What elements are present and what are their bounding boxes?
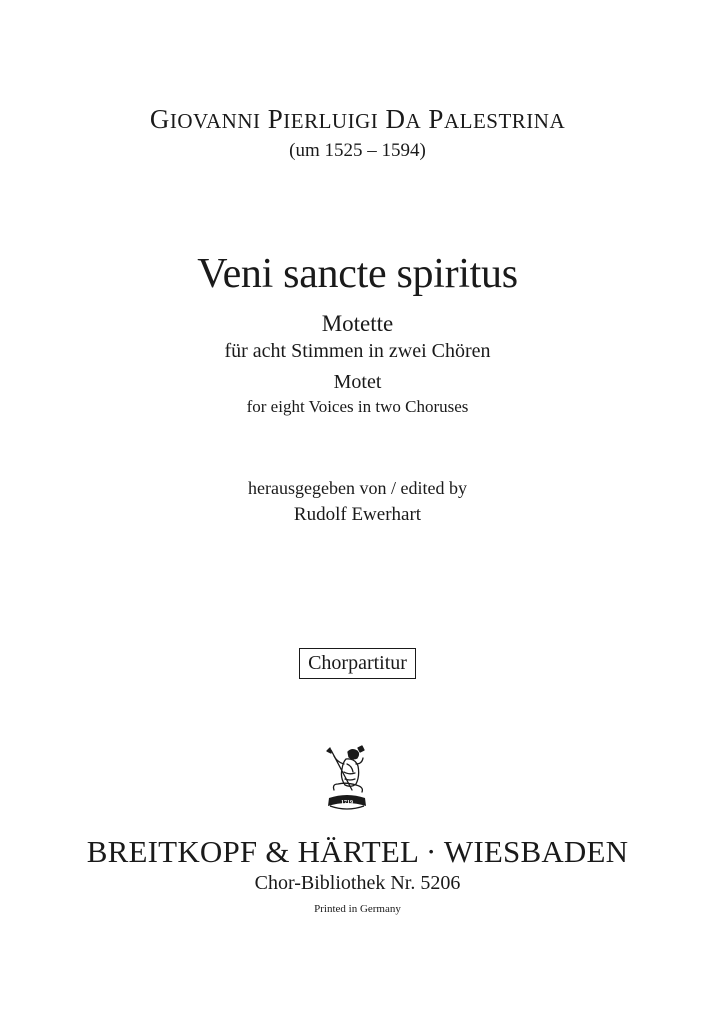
composer-second-rest: IERLUIGI bbox=[283, 109, 379, 133]
composer-last-initial: P bbox=[428, 104, 444, 134]
score-type-label: Chorpartitur bbox=[299, 648, 416, 679]
genre-english: Motet bbox=[333, 371, 382, 393]
score-type-box bbox=[0, 648, 715, 679]
composer-particle-initial: D bbox=[385, 104, 406, 134]
composer-first-initial: G bbox=[149, 104, 170, 134]
composer-second-initial: P bbox=[267, 104, 284, 134]
composer-name bbox=[0, 104, 715, 135]
scoring-english: for eight Voices in two Choruses bbox=[246, 397, 469, 416]
logo-year: 1719 bbox=[341, 800, 353, 806]
editor-name: Rudolf Ewerhart bbox=[293, 504, 422, 525]
scoring-german: für acht Stimmen in zwei Chören bbox=[224, 340, 491, 362]
composer-particle-rest: A bbox=[405, 109, 422, 133]
genre-german: Motette bbox=[321, 311, 394, 336]
publisher-name: BREITKOPF & HÄRTEL · WIESBADEN bbox=[86, 834, 629, 869]
work-title: Veni sancte spiritus bbox=[197, 251, 518, 297]
composer-dates: (um 1525 – 1594) bbox=[289, 140, 426, 161]
edited-by-label: herausgegeben von / edited by bbox=[248, 478, 467, 498]
composer-last-rest: ALESTRINA bbox=[443, 109, 566, 133]
printed-in: Printed in Germany bbox=[314, 903, 401, 915]
catalog-number: Chor-Bibliothek Nr. 5206 bbox=[254, 872, 461, 894]
publisher-logo-icon bbox=[322, 742, 372, 814]
composer-first-rest: IOVANNI bbox=[169, 109, 261, 133]
